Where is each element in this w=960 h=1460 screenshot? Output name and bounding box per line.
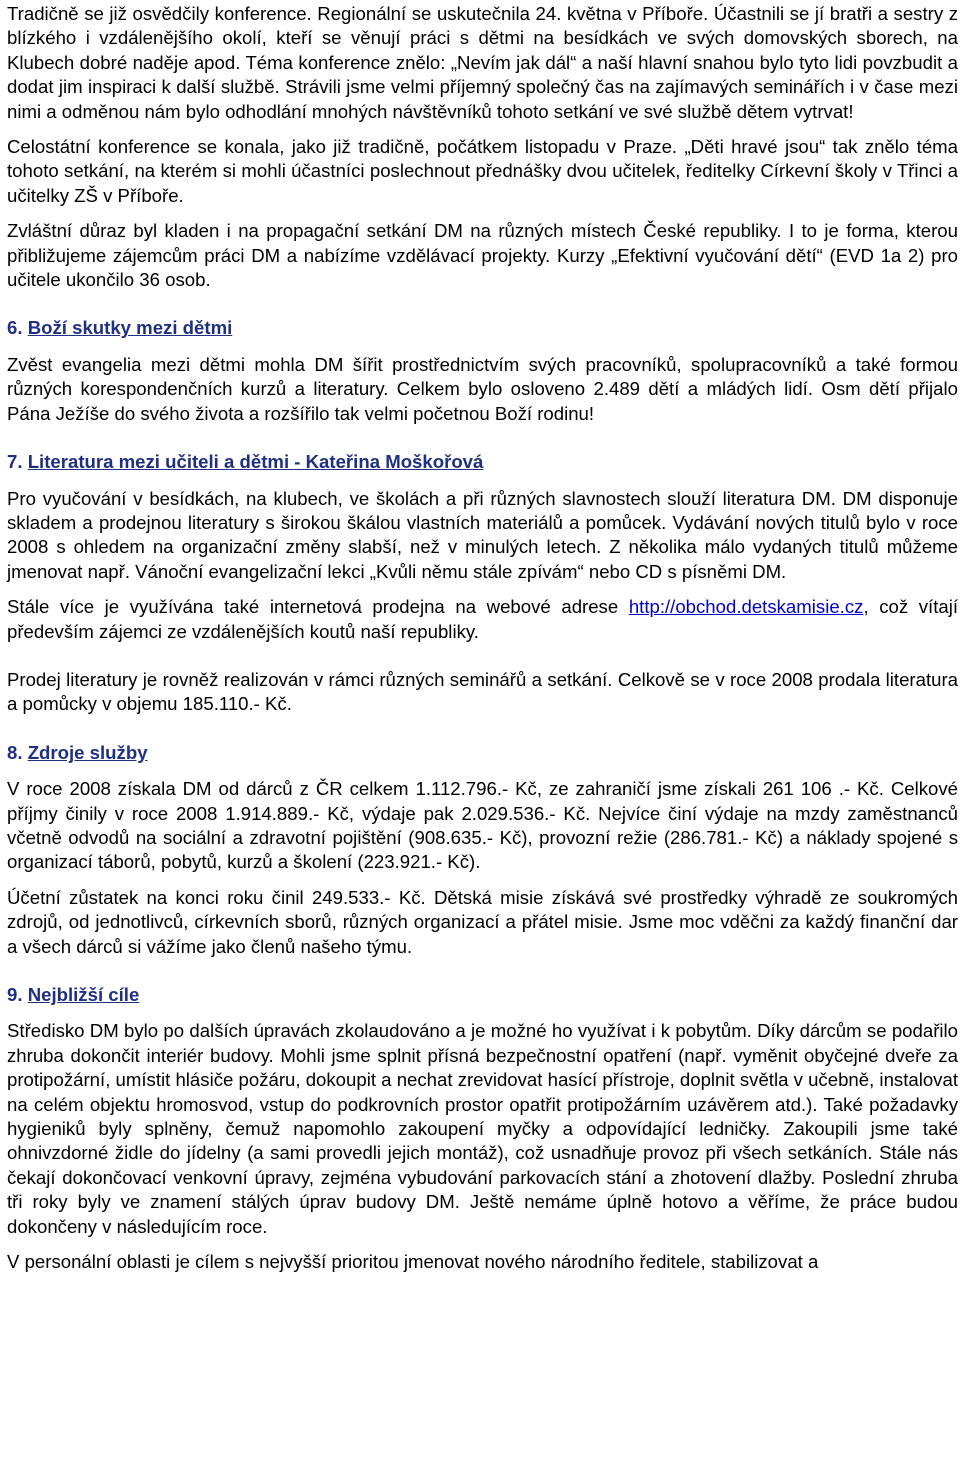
section-8-paragraph-1: V roce 2008 získala DM od dárců z ČR celkem 1.112.796.- Kč, ze zahraničí jsme získali 261 106 .- Kč. Celkové příjmy činily v roce 2008 1.914.889.- Kč, výdaje pak 2.029.536.- Kč. Nejvíce činí výdaje na mzdy zaměstnanců včetně odvodů na sociální a zdravotní pojištění (908.635.- Kč), provozní režie (286.781.- Kč) a náklady spojené s organizací táborů, pobytů, kurzů a školení (223.921.- Kč).	[7, 778, 958, 873]
section-7-paragraph-2-start: Stále více je využívána také internetová prodejna na webové adrese	[7, 596, 629, 618]
section-9-title: Nejbližší cíle	[27, 984, 140, 1005]
section-7-title: Literatura mezi učiteli a dětmi - Kateřina Moškořová	[27, 451, 484, 473]
intro-paragraph-3: Zvláštní důraz byl kladen i na propagační setkání DM na různých místech České republiky. I to je forma, kterou přibližujeme zájemcům práci DM a nabízíme vzdělávací projekty. Kurzy „Efektivní vyučování dětí“ (EVD 1a 2) pro učitele ukončilo 36 osob.	[7, 220, 958, 291]
intro-paragraph-1: Tradičně se již osvědčily konference. Regionální se uskutečnila 24. května v Příboře. Účastnili se jí bratři a sestry z blízkého i vzdálenějšího okolí, kteří se věnují práci s dětmi na besídkách ve svých domovských sborech, na Klubech dobré naděje apod. Téma konference znělo: „Nevím jak dál“ a naší hlavní snahou bylo tyto lidi povzbudit a dodat jim inspiraci k další službě. Strávili jsme velmi příjemný společný čas na zajímavých seminářích i v čase mezi nimi a odměnou nám bylo odhodlání mnohých návštěvníků tohoto setkání ve své službě dětem vytrvat!	[7, 3, 958, 122]
section-9-heading	[7, 983, 958, 1007]
section-9-paragraph-1: Středisko DM bylo po dalších úpravách zkolaudováno a je možné ho využívat i k pobytům. Díky dárcům se podařilo zhruba dokončit interiér budovy. Mohli jsme splnit přísná bezpečnostní opatření (např. vyměnit obyčejné dveře za protipožární, umístit hlásiče požáru, dokoupit a nechat zrevidovat hasící přístroje, doplnit světla v učebně, instalovat na celém objektu hromosvod, vstup do podkrovních prostor opatřit protipožárním uzávěrem atd.). Také požadavky hygieniků byly splněny, čemuž napomohlo zakoupení myčky a odpovídající ledničky. Zakoupili jsme také ohnivzdorné židle do jídelny (a sami provedli jejich montáž), což usnadňuje provoz při všech setkáních. Stále nás čekají dokončovací venkovní úpravy, zejména vybudování parkovacích stání a zhotovení dlažby. Poslední zhruba tři roky byly ve znamení stálých úprav budovy DM. Ještě nemáme úplně hotovo a věříme, že práce budou dokončeny v následujícím roce.	[7, 1020, 958, 1237]
section-8-number: 8.	[7, 741, 23, 763]
section-6-paragraph-1: Zvěst evangelia mezi dětmi mohla DM šířit prostřednictvím svých pracovníků, spolupracovníků a také formou různých korespondenčních kurzů a literatury. Celkem bylo osloveno 2.489 dětí a mládých lidí. Osm dětí přijalo Pána Ježíše do svého života a rozšířilo tak velmi početnou Boží rodinu!	[7, 353, 958, 424]
section-9-number: 9.	[7, 984, 23, 1005]
section-7-heading	[7, 450, 958, 474]
section-6-number: 6.	[7, 317, 23, 339]
section-8-heading	[7, 741, 958, 765]
eshop-link[interactable]: http://obchod.detskamisie.cz	[628, 596, 864, 618]
intro-paragraph-2: Celostátní konference se konala, jako již tradičně, počátkem listopadu v Praze. „Děti hravé jsou“ tak znělo téma tohoto setkání, na kterém si mohli účastníci poslechnout přednášky dvou učitelek, ředitelky Církevní školy v Třinci a učitelky ZŠ v Příboře.	[7, 136, 958, 206]
section-6-heading	[7, 316, 958, 340]
section-8-title: Zdroje služby	[27, 741, 148, 763]
section-7-number: 7.	[7, 451, 23, 473]
section-9-paragraph-2: V personální oblasti je cílem s nejvyšší prioritou jmenovat nového národního ředitele, stabilizovat a	[7, 1251, 819, 1273]
section-8-paragraph-2: Účetní zůstatek na konci roku činil 249.533.- Kč. Dětská misie získává své prostředky výhradě ze soukromých zdrojů, od jednotlivců, církevních sborů, různých organizací a přátel misie. Jsme moc vděčni za každý finanční dar a všech dárců si vážíme jako členů našeho týmu.	[7, 886, 958, 957]
section-7-paragraph-2	[7, 595, 958, 644]
section-7-paragraph-2-end: , což vítají především zájemci ze vzdálenějších koutů naší republiky.	[7, 596, 959, 642]
section-7-paragraph-1: Pro vyučování v besídkách, na klubech, ve školách a při různých slavnostech slouží literatura DM. DM disponuje skladem a prodejnou literatury s širokou škálou vlastních materiálů a pomůcek. Vydávání nových titulů bylo v roce 2008 s ohledem na organizační změny slabší, než v minulých letech. Z několika málo vydaných titulů můžeme jmenovat např. Vánoční evangelizační lekci „Kvůli němu stále zpívám“ nebo CD s písněmi DM.	[7, 487, 958, 582]
section-6-title: Boží skutky mezi dětmi	[27, 317, 233, 339]
section-7-paragraph-3: Prodej literatury je rovněž realizován v rámci různých seminářů a setkání. Celkově se v roce 2008 prodala literatura a pomůcky v objemu 185.110.- Kč.	[7, 668, 958, 715]
